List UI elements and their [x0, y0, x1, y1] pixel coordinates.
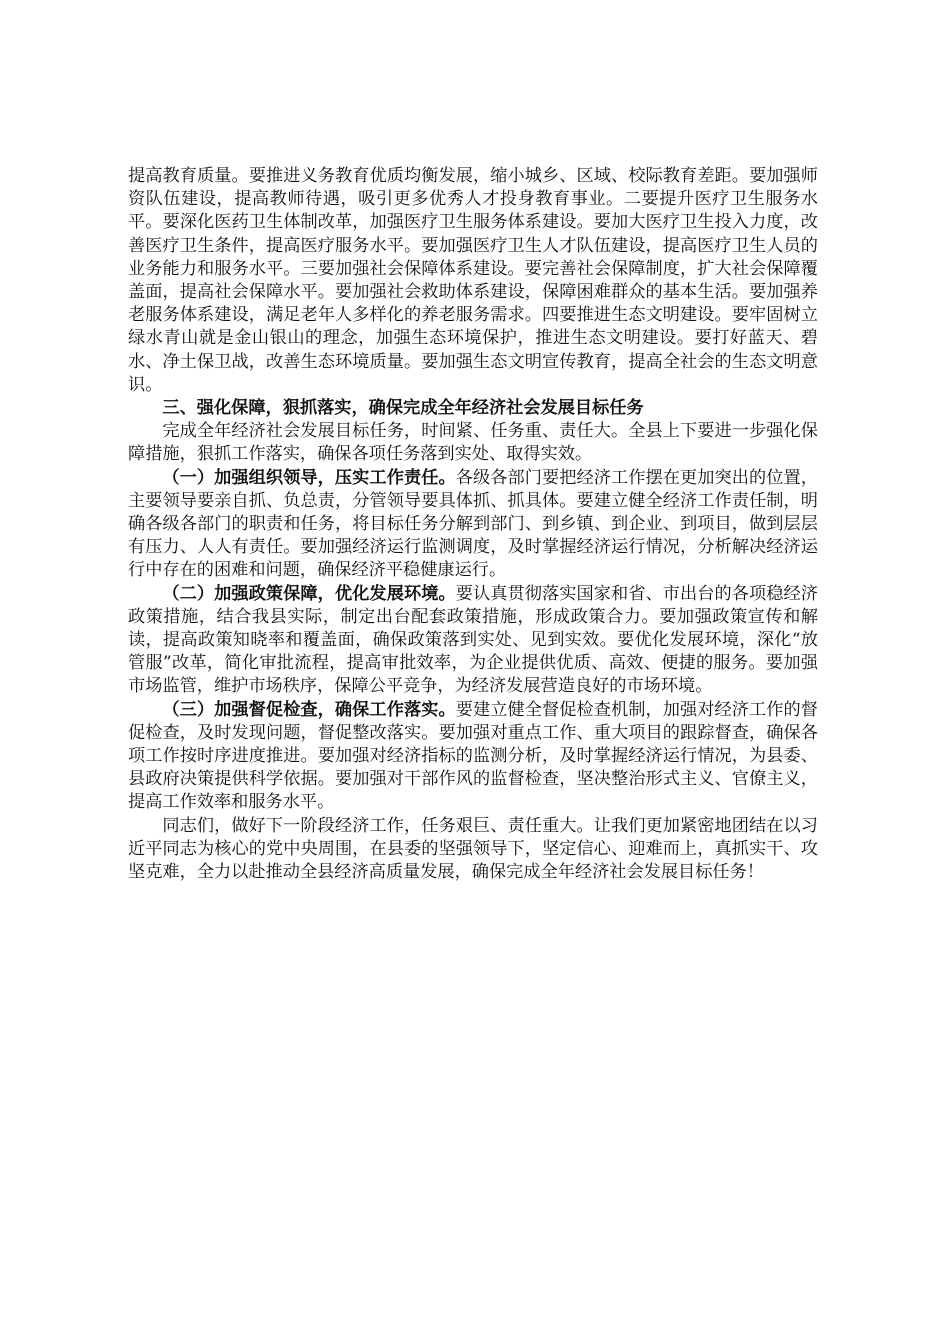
- section-heading-3: 三、强化保障，狠抓落实，确保完成全年经济社会发展目标任务: [162, 398, 644, 419]
- item-2-lead: （二）加强政策保障，优化发展环境。: [162, 583, 456, 604]
- item-1-lead: （一）加强组织领导，压实工作责任。: [162, 467, 456, 488]
- item-2-body: 要认真贯彻落实国家和省、市出台的各项稳经济政策措施，结合我县实际，制定出台配套政策措施，形成政策合力。要加强政策宣传和解读，提高政策知晓率和覆盖面，确保政策落到实处、见到实效。要优化发展环境，深化“放管服”改革，简化审批流程，提高审批效率，为企业提供优质、高效、便捷的服务。要加强市场监管，维护市场秩序，保障公平竞争，为经济发展营造良好的市场环境。: [128, 583, 818, 697]
- item-1-paragraph: [128, 467, 818, 583]
- item-3-paragraph: [128, 699, 818, 815]
- item-2-paragraph: [128, 583, 818, 699]
- closing-paragraph: 同志们，做好下一阶段经济工作，任务艰巨、责任重大。让我们更加紧密地团结在以习近平同志为核心的党中央周围，在县委的坚强领导下，坚定信心、迎难而上，真抓实干、攻坚克难，全力以赴推动全县经济高质量发展，确保完成全年经济社会发展目标任务！: [128, 815, 818, 883]
- section-3-intro: 完成全年经济社会发展目标任务，时间紧、任务重、责任大。全县上下要进一步强化保障措施，狠抓工作落实，确保各项任务落到实处、取得实效。: [128, 421, 818, 465]
- item-3-lead: （三）加强督促检查，确保工作落实。: [162, 699, 456, 720]
- paragraph-intro: 提高教育质量。要推进义务教育优质均衡发展，缩小城乡、区域、校际教育差距。要加强师资队伍建设，提高教师待遇，吸引更多优秀人才投身教育事业。二要提升医疗卫生服务水平。要深化医药卫生体制改革，加强医疗卫生服务体系建设。要加大医疗卫生投入力度，改善医疗卫生条件，提高医疗服务水平。要加强医疗卫生人才队伍建设，提高医疗卫生人员的业务能力和服务水平。三要加强社会保障体系建设。要完善社会保障制度，扩大社会保障覆盖面，提高社会保障水平。要加强社会救助体系建设，保障困难群众的基本生活。要加强养老服务体系建设，满足老年人多样化的养老服务需求。四要推进生态文明建设。要牢固树立绿水青山就是金山银山的理念，加强生态环境保护，推进生态文明建设。要打好蓝天、碧水、净土保卫战，改善生态环境质量。要加强生态文明宣传教育，提高全社会的生态文明意识。: [128, 166, 818, 395]
- document-page: [128, 165, 818, 884]
- item-3-body: 要建立健全督促检查机制，加强对经济工作的督促检查，及时发现问题，督促整改落实。要加强对重点工作、重大项目的跟踪督查，确保各项工作按时序进度推进。要加强对经济指标的监测分析，及时掌握经济运行情况，为县委、县政府决策提供科学依据。要加强对干部作风的监督检查，坚决整治形式主义、官僚主义，提高工作效率和服务水平。: [128, 699, 818, 813]
- item-1-body: 各级各部门要把经济工作摆在更加突出的位置，主要领导要亲自抓、负总责，分管领导要具体抓、抓具体。要建立健全经济工作责任制，明确各级各部门的职责和任务，将目标任务分解到部门、到乡镇、到企业、到项目，做到层层有压力、人人有责任。要加强经济运行监测调度，及时掌握经济运行情况，分析解决经济运行中存在的困难和问题，确保经济平稳健康运行。: [128, 467, 818, 581]
